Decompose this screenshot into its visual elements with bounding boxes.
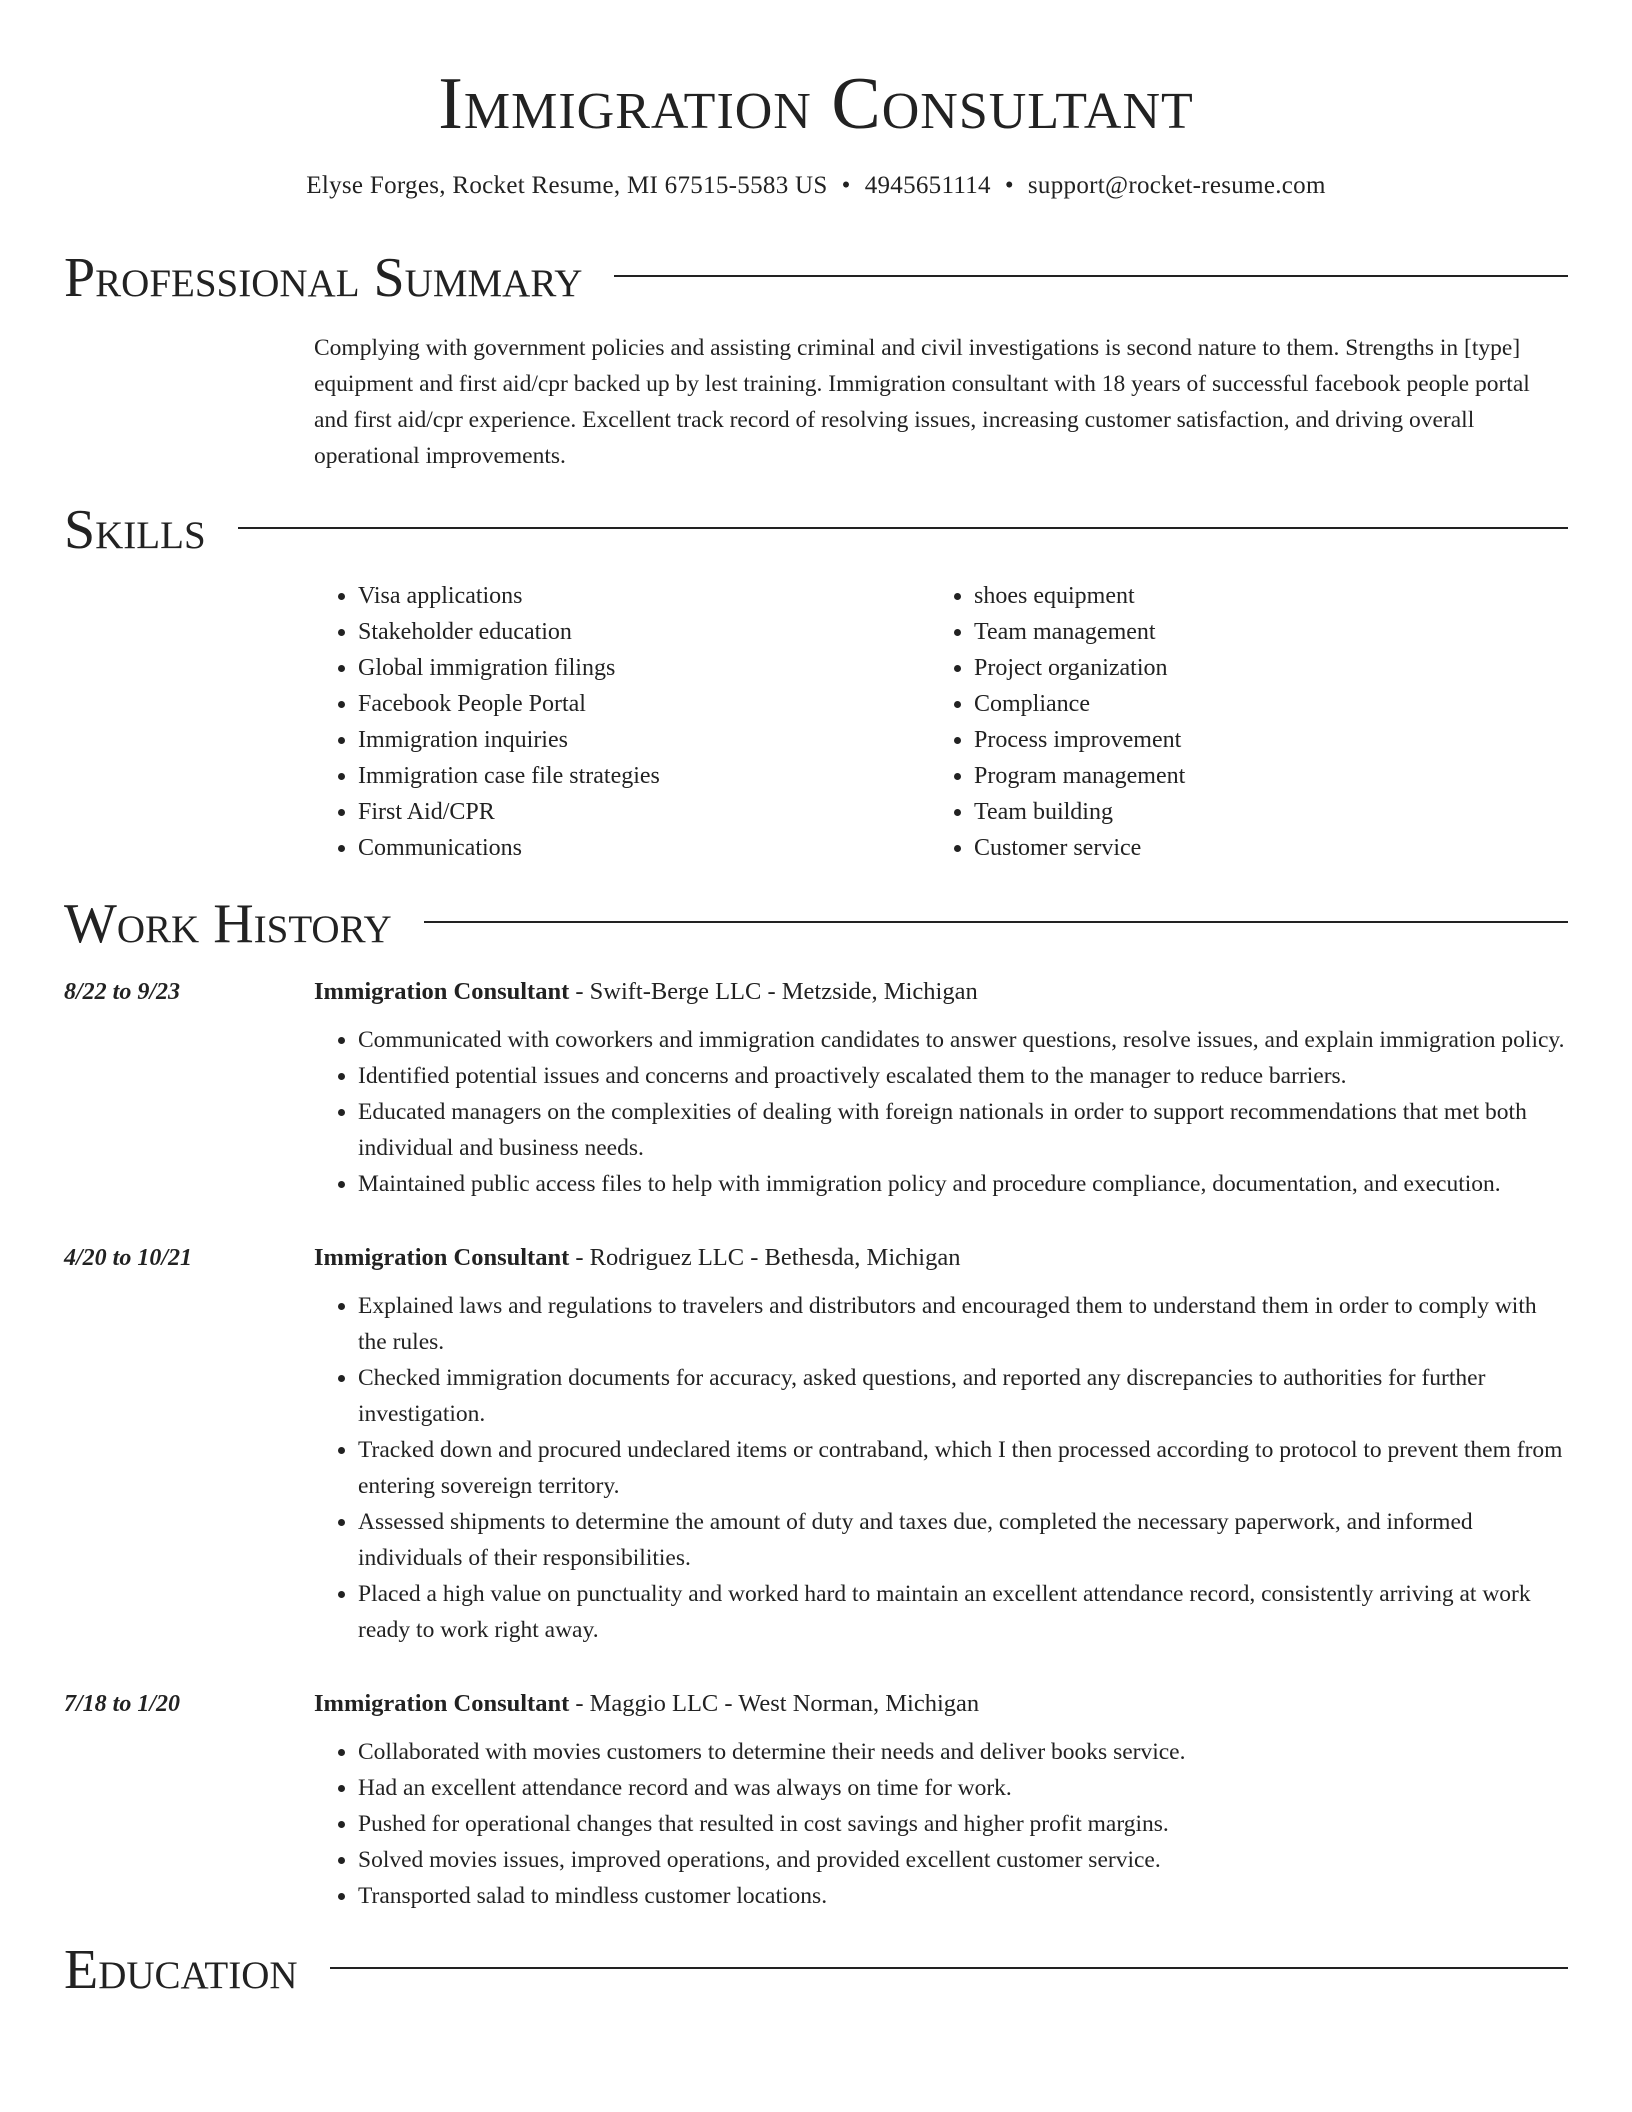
contact-line [64,172,1568,200]
section-divider [238,527,1568,529]
skill-item: • Program management [974,758,1546,794]
job-bullet: • Tracked down and procured undeclared items or contraband, which I then processed according to protocol to prevent them from entering sovereign territory. [358,1432,1568,1504]
skill-item: • shoes equipment [974,578,1546,614]
section-divider [424,921,1568,923]
skills-section-title: Skills [64,499,206,561]
job-heading [314,972,1568,1012]
summary-text: Complying with government policies and assisting criminal and civil investigations is second nature to them. Strengths in [type] equipment and first aid/cpr backed up by lest training. Immigration consultant with 18 years of successful facebook people portal and first aid/cpr experience. Excellent track record of resolving issues, increasing customer satisfaction, and driving overall operational improvements. [314,335,1530,469]
job-bullet: • Placed a high value on punctuality and worked hard to maintain an excellent attendance record, consistently arriving at work ready to work right away. [358,1576,1568,1648]
job-bullet: • Transported salad to mindless customer locations. [358,1878,1568,1914]
job-bullets [314,1288,1568,1648]
contact-address: Elyse Forges, Rocket Resume, MI 67515-5583 US [306,172,828,199]
job-dates: 4/20 to 10/21 [64,1245,193,1271]
job-bullet: • Assessed shipments to determine the amount of duty and taxes due, completed the necessary paperwork, and informed individuals of their responsibilities. [358,1504,1568,1576]
skill-item: • Project organization [974,650,1546,686]
work-section-title: Work History [64,893,392,955]
skills-section-header [64,500,1568,560]
job-heading [314,1238,1568,1278]
summary-section-header [64,248,1568,308]
job-bullets [314,1734,1568,1914]
job-role: Immigration Consultant [314,1690,570,1717]
job-dates: 7/18 to 1/20 [64,1691,181,1717]
skill-item: • Process improvement [974,722,1546,758]
skill-item: • Immigration inquiries [358,722,930,758]
job-role: Immigration Consultant [314,1244,570,1271]
skill-item: • Facebook People Portal [358,686,930,722]
job-bullet: • Explained laws and regulations to travelers and distributors and encouraged them to understand them in order to comply with the rules. [358,1288,1568,1360]
job-role: Immigration Consultant [314,978,570,1005]
job-bullet: • Collaborated with movies customers to determine their needs and deliver books service. [358,1734,1568,1770]
education-section-header [64,1940,1568,2000]
skill-item: • Stakeholder education [358,614,930,650]
skills-list-left [314,578,930,866]
job-entry [64,1238,1568,1648]
job-details: - Maggio LLC - West Norman, Michigan [569,1690,980,1717]
job-bullet: • Had an excellent attendance record and was always on time for work. [358,1770,1568,1806]
job-details: - Swift-Berge LLC - Metzside, Michigan [569,978,978,1005]
work-section-header [64,894,1568,954]
section-divider [330,1967,1568,1969]
section-divider [614,275,1568,277]
job-bullet: • Communicated with coworkers and immigration candidates to answer questions, resolve issues, and explain immigration policy. [358,1022,1568,1058]
skill-item: • Visa applications [358,578,930,614]
job-entry [64,972,1568,1202]
education-section-title: Education [64,1939,298,2001]
job-bullet: • Educated managers on the complexities of dealing with foreign nationals in order to support recommendations that met both individual and business needs. [358,1094,1568,1166]
contact-email: support@rocket-resume.com [1027,172,1326,199]
contact-phone: 4945651114 [864,172,991,199]
job-bullet: • Maintained public access files to help with immigration policy and procedure compliance, documentation, and execution. [358,1166,1568,1202]
skill-item: • Compliance [974,686,1546,722]
job-details: - Rodriguez LLC - Bethesda, Michigan [569,1244,961,1271]
job-bullet: • Pushed for operational changes that resulted in cost savings and higher profit margins. [358,1806,1568,1842]
skill-item: • Team building [974,794,1546,830]
job-dates: 8/22 to 9/23 [64,979,181,1005]
skills-list-right [930,578,1546,866]
skill-item: • Customer service [974,830,1546,866]
job-body [314,1684,1568,1914]
job-bullets [314,1022,1568,1202]
job-entry [64,1684,1568,1914]
resume-name: Immigration Consultant [438,63,1194,145]
skills-grid [314,578,1568,866]
job-body [314,1238,1568,1648]
summary-section-title: Professional Summary [64,247,583,309]
job-bullet: • Checked immigration documents for accuracy, asked questions, and reported any discrepancies to authorities for further investigation. [358,1360,1568,1432]
skill-item: • Immigration case file strategies [358,758,930,794]
job-body [314,972,1568,1202]
contact-separator: • [1004,172,1014,199]
skill-item: • Team management [974,614,1546,650]
job-bullet: • Identified potential issues and concerns and proactively escalated them to the manager to reduce barriers. [358,1058,1568,1094]
skill-item: • Global immigration filings [358,650,930,686]
skill-item: • Communications [358,830,930,866]
skill-item: • First Aid/CPR [358,794,930,830]
job-heading [314,1684,1568,1724]
job-bullet: • Solved movies issues, improved operations, and provided excellent customer service. [358,1842,1568,1878]
contact-separator: • [841,172,851,199]
